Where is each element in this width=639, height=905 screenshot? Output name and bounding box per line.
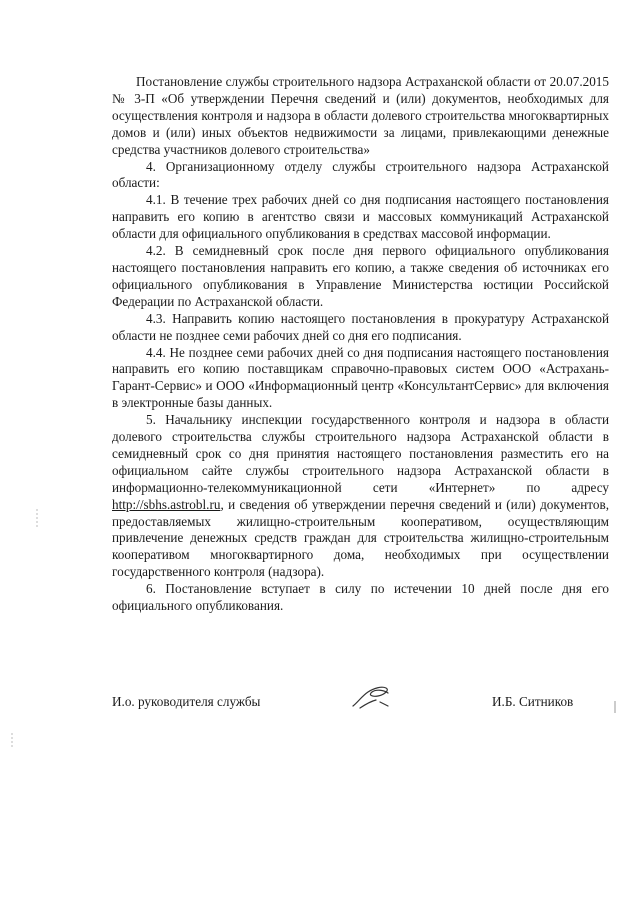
scan-artifact-mark	[612, 700, 618, 714]
paragraph-4-4: 4.4. Не позднее семи рабочих дней со дня подписания настоящего постановления направить его копию поставщикам справочно-правовых систем ООО «Астрахань-Гарант-Сервис» и ООО «Информационный центр «КонсультантСервис» для включения в электронные базы данных.	[112, 344, 609, 411]
scan-artifact-mark	[8, 732, 16, 750]
preamble-paragraph: Постановление службы строительного надзора Астраханской области от 20.07.2015 № 3-П «Об утверждении Перечня сведений и (или) документов, необходимых для осуществления контроля и надзора в области долевого строительства многоквартирных домов и (или) иных объектов недвижимости за лицами, привлекающими денежные средства участников долевого строительства»	[112, 74, 609, 157]
paragraph-4-3: 4.3. Направить копию настоящего постановления в прокуратуру Астраханской области не позднее семи рабочих дней со дня его подписания.	[112, 310, 609, 343]
document-body	[112, 74, 609, 615]
website-link[interactable]: http://sbhs.astrobl.ru	[112, 496, 221, 512]
scan-artifact-mark	[34, 508, 40, 528]
paragraph-5-text-end: , и сведения об утверждении перечня сведений и (или) документов, предоставляемых жилищно-строительным кооперативом, осуществляющим привлечение денежных средств граждан для строительства жилищно-строительным кооперативом многоквартирного дома, необходимых при осуществлении государственного контроля (надзора).	[112, 496, 609, 580]
paragraph-4-1: 4.1. В течение трех рабочих дней со дня подписания настоящего постановления направить его копию в агентство связи и массовых коммуникаций Астраханской области для официального опубликования в средствах массовой информации.	[112, 192, 609, 242]
paragraph-4-2: 4.2. В семидневный срок после дня первого официального опубликования настоящего постановления направить его копию, а также сведения об источниках его официального опубликования в Управление Министерства юстиции Российской Федерации по Астраханской области.	[112, 243, 609, 309]
signature-block	[112, 690, 609, 720]
handwritten-signature	[350, 682, 394, 712]
paragraph-6: 6. Постановление вступает в силу по истечении 10 дней после дня его официального опубликования.	[112, 581, 609, 614]
signatory-role: И.о. руководителя службы	[112, 694, 261, 709]
paragraph-4: 4. Организационному отделу службы строительного надзора Астраханской области:	[112, 158, 609, 191]
paragraph-5	[112, 412, 609, 581]
signatory-name: И.Б. Ситников	[492, 694, 574, 709]
paragraph-5-text-start: 5. Начальнику инспекции государственного контроля и надзора в области долевого строительства службы строительного надзора Астраханской области в семидневный срок со дня принятия настоящего постановления разместить его на официальном сайте службы строительного надзора Астраханской области в информационно-телекоммуникационной сети «Интернет» по адресу	[112, 412, 609, 495]
